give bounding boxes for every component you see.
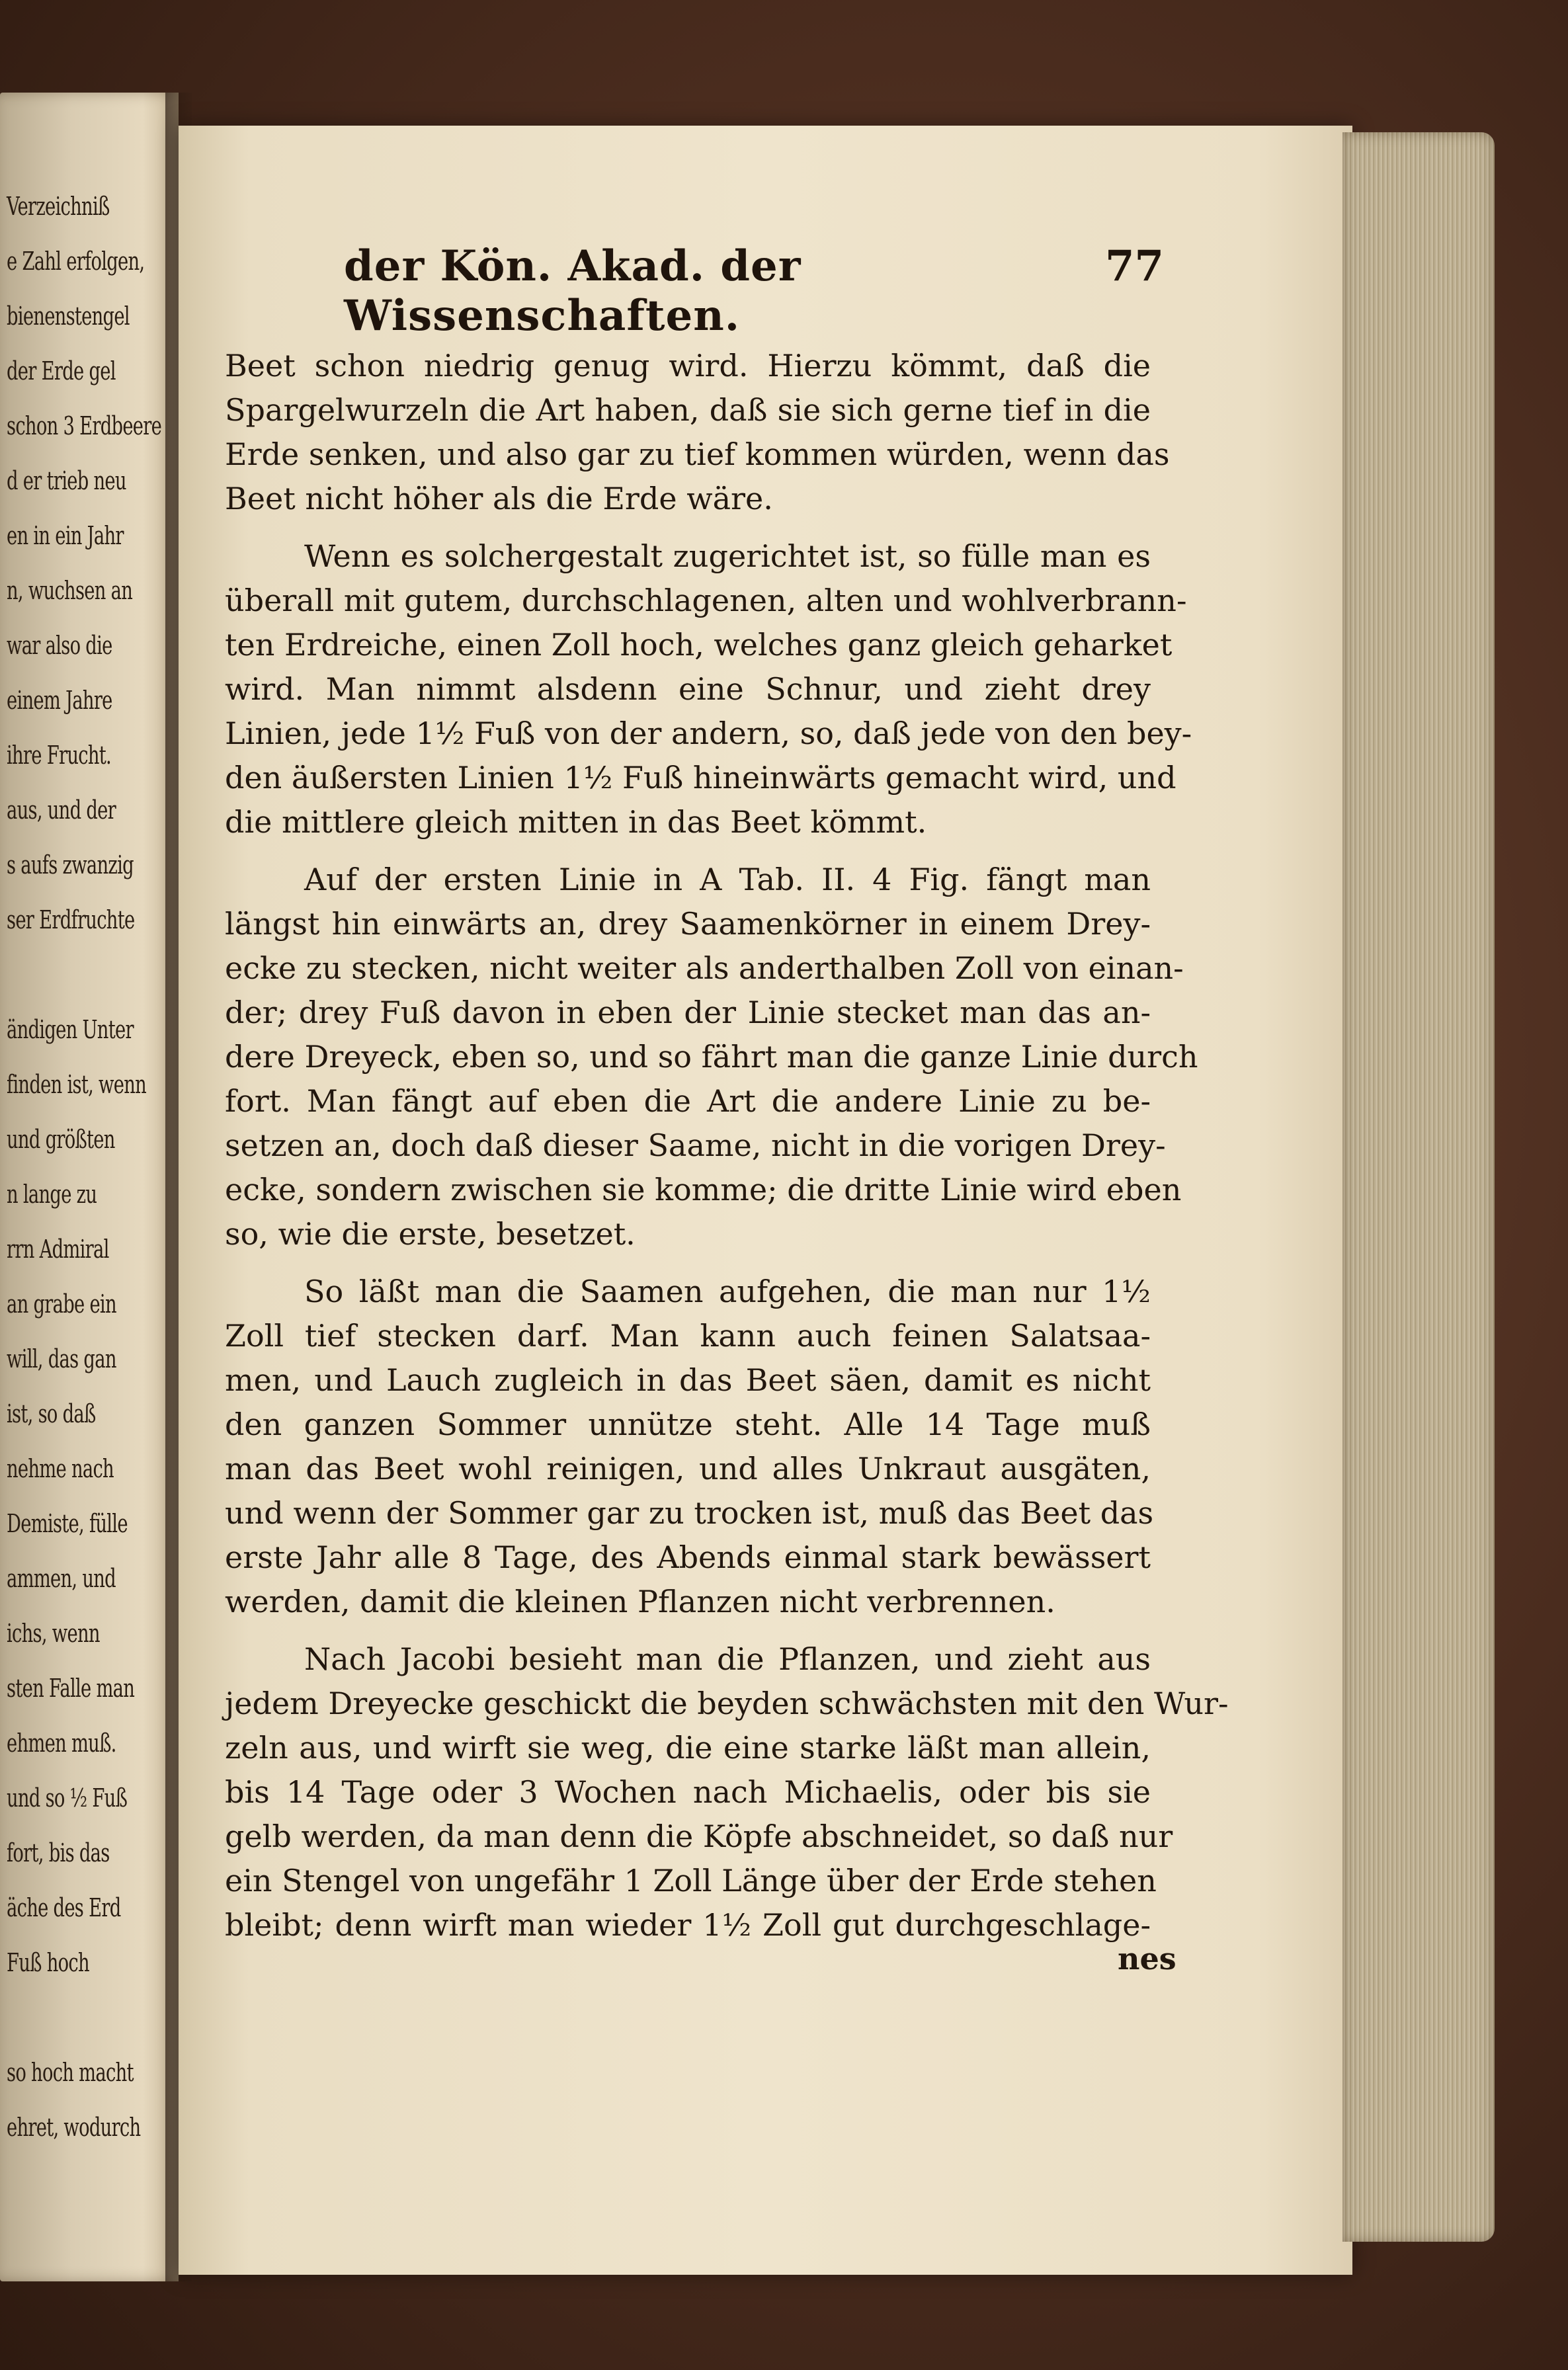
text-line: Beet schon niedrig genug wird. Hierzu kömmt, daß die (225, 348, 1151, 384)
left-page-line: Fuß hoch (7, 1948, 89, 1977)
left-page-line: d er trieb neu (7, 466, 126, 495)
text-line: jedem Dreyecke geschickt die beyden schwächsten mit den Wur- (225, 1686, 1229, 1721)
text-line: fort. Man fängt auf eben die Art die andere Linie zu be- (225, 1083, 1151, 1119)
paragraph (225, 858, 1198, 1256)
left-page-line: und so ½ Fuß (7, 1783, 128, 1813)
left-page-line: aus, und der (7, 796, 116, 825)
text-line: men, und Lauch zugleich in das Beet säen, damit es nicht (225, 1362, 1151, 1398)
left-page-line: n lange zu (7, 1180, 97, 1209)
left-page-line: an grabe ein (7, 1289, 116, 1319)
left-page-line: ehmen muß. (7, 1729, 116, 1758)
left-page-line: nehme nach (7, 1454, 114, 1483)
text-line: ein Stengel von ungefähr 1 Zoll Länge über der Erde stehen (225, 1863, 1157, 1899)
left-page-line: ichs, wenn (7, 1619, 100, 1648)
left-page-line: Demiste, fülle (7, 1509, 128, 1538)
left-page-line: ehret, wodurch (7, 2113, 141, 2142)
left-page-line: ändigen Unter (7, 1015, 134, 1044)
text-line: So läßt man die Saamen aufgehen, die man nur 1½ (304, 1274, 1151, 1309)
body-text (225, 344, 1229, 1947)
text-line: bleibt; denn wirft man wieder 1½ Zoll gut durchgeschlage- (225, 1907, 1151, 1943)
paragraph (225, 1637, 1229, 1947)
left-page-line: e Zahl erfolgen, (7, 247, 145, 276)
left-page-line: so hoch macht (7, 2058, 134, 2087)
left-page-line: sten Falle man (7, 1674, 135, 1703)
text-line: den ganzen Sommer unnütze steht. Alle 14 Tage muß (225, 1407, 1151, 1442)
left-page-line: einem Jahre (7, 686, 112, 715)
left-page-line: fort, bis das (7, 1838, 110, 1867)
text-line: Spargelwurzeln die Art haben, daß sie sich gerne tief in die (225, 392, 1151, 428)
text-line: werden, damit die kleinen Pflanzen nicht verbrennen. (225, 1584, 1055, 1619)
text-line: bis 14 Tage oder 3 Wochen nach Michaelis, oder bis sie (225, 1774, 1151, 1810)
text-line: so, wie die erste, besetzet. (225, 1216, 636, 1252)
text-line: Erde senken, und also gar zu tief kommen würden, wenn das (225, 436, 1170, 472)
left-page-line: will, das gan (7, 1344, 116, 1373)
text-line: ecke zu stecken, nicht weiter als anderthalben Zoll von einan- (225, 950, 1184, 986)
left-page-line: n, wuchsen an (7, 576, 133, 605)
text-line: wird. Man nimmt alsdenn eine Schnur, und zieht drey (225, 671, 1151, 707)
left-page-line (7, 2003, 126, 2032)
left-page-line: schon 3 Erdbeere (7, 411, 162, 440)
catchword: nes (1118, 1941, 1176, 1977)
text-line: dere Dreyeck, eben so, und so fährt man die ganze Linie durch (225, 1039, 1198, 1075)
text-line: Zoll tief stecken darf. Man kann auch feinen Salatsaa- (225, 1318, 1151, 1354)
left-page-line: war also die (7, 631, 112, 660)
left-page-line (7, 960, 126, 989)
left-page-line: ist, so daß (7, 1399, 96, 1428)
text-line: zeln aus, und wirft sie weg, die eine starke läßt man allein, (225, 1730, 1151, 1766)
left-page-line: ser Erdfruchte (7, 905, 135, 934)
text-line: ten Erdreiche, einen Zoll hoch, welches ganz gleich geharket (225, 627, 1173, 663)
page-number: 77 (1104, 241, 1164, 291)
left-page-line: en in ein Jahr (7, 521, 124, 550)
paragraph (225, 344, 1170, 521)
text-line: längst hin einwärts an, drey Saamenkörner in einem Drey- (225, 906, 1151, 942)
left-page-line: rrn Admiral (7, 1235, 109, 1264)
text-line: man das Beet wohl reinigen, und alles Unkraut ausgäten, (225, 1451, 1151, 1487)
text-line: überall mit gutem, durchschlagenen, alten und wohlverbrann- (225, 583, 1187, 618)
text-line: der; drey Fuß davon in eben der Linie stecket man das an- (225, 995, 1151, 1030)
text-line: ecke, sondern zwischen sie komme; die dritte Linie wird eben (225, 1172, 1182, 1207)
left-page (0, 93, 179, 2281)
left-page-line: finden ist, wenn (7, 1070, 147, 1099)
left-page-line: der Erde gel (7, 356, 116, 386)
text-line: den äußersten Linien 1½ Fuß hineinwärts gemacht wird, und (225, 760, 1176, 796)
left-page-line: und größten (7, 1125, 115, 1154)
text-line: Linien, jede 1½ Fuß von der andern, so, daß jede von den bey- (225, 715, 1192, 751)
paragraph (225, 534, 1192, 844)
text-line: die mittlere gleich mitten in das Beet kömmt. (225, 804, 927, 840)
left-page-line: äche des Erd (7, 1893, 121, 1922)
text-line: erste Jahr alle 8 Tage, des Abends einmal stark bewässert (225, 1539, 1151, 1575)
text-line: setzen an, doch daß dieser Saame, nicht in die vorigen Drey- (225, 1127, 1166, 1163)
paragraph (225, 1270, 1154, 1624)
text-line: Nach Jacobi besieht man die Pflanzen, und zieht aus (304, 1641, 1151, 1677)
text-line: gelb werden, da man denn die Köpfe abschneidet, so daß nur (225, 1818, 1173, 1854)
running-head: der Kön. Akad. der Wissenschaften. (344, 241, 802, 341)
left-page-line: Verzeichniß (7, 192, 110, 221)
left-page-line: ammen, und (7, 1564, 116, 1593)
text-line: Wenn es solchergestalt zugerichtet ist, so fülle man es (304, 538, 1151, 574)
text-line: und wenn der Sommer gar zu trocken ist, muß das Beet das (225, 1495, 1154, 1531)
text-line: Beet nicht höher als die Erde wäre. (225, 481, 773, 516)
page-edges (1342, 132, 1495, 2242)
text-line: Auf der ersten Linie in A Tab. II. 4 Fig. fängt man (304, 862, 1151, 897)
left-page-line: ihre Frucht. (7, 741, 112, 770)
left-page-line: bienenstengel (7, 302, 130, 331)
page-header (344, 241, 1164, 341)
left-page-line: s aufs zwanzig (7, 850, 134, 879)
